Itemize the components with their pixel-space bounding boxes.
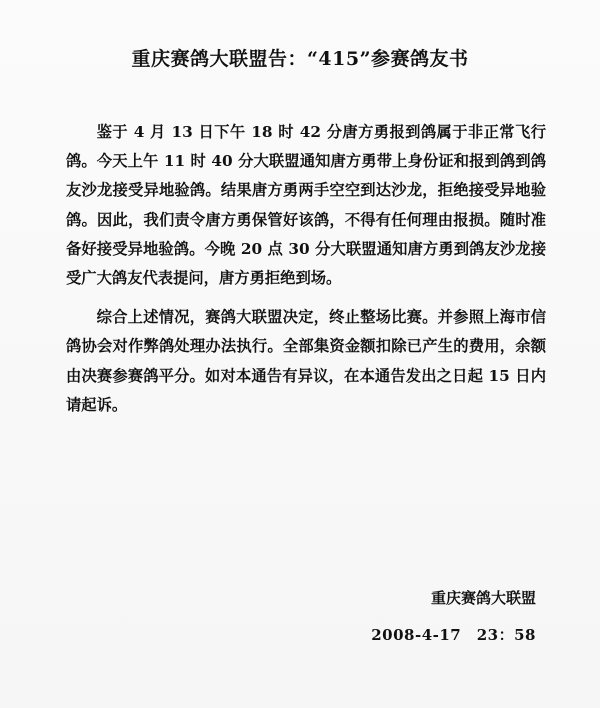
paragraph-1: 鉴于 4 月 13 日下午 18 时 42 分唐方勇报到鸽属于非正常飞行鸽。今天上午 11 时 40 分大联盟通知唐方勇带上身份证和报到鸽到鸽友沙龙接受异地验鸽。结果唐方勇两手空空到达沙龙，拒绝接受异地验鸽。因此，我们责令唐方勇保管好该鸽，不得有任何理由报损。随时准备好接受异地验鸽。今晚 20 点 30 分大联盟通知唐方勇到鸽友沙龙接受广大鸽友代表提问，唐方勇拒绝到场。 [66, 123, 546, 288]
document-body [66, 118, 546, 430]
date-time: 2008-4-17 23：58 [371, 626, 536, 644]
document-title: 重庆赛鸽大联盟告：“415”参赛鸽友书 [131, 48, 469, 70]
signature: 重庆赛鸽大联盟 [430, 589, 536, 607]
paragraph-2: 综合上述情况，赛鸽大联盟决定，终止整场比赛。并参照上海市信鸽协会对作弊鸽处理办法执行。全部集资金额扣除已产生的费用，余额由决赛参赛鸽平分。如对本通告有异议，在本通告发出之日起 15 日内请起诉。 [66, 308, 546, 414]
